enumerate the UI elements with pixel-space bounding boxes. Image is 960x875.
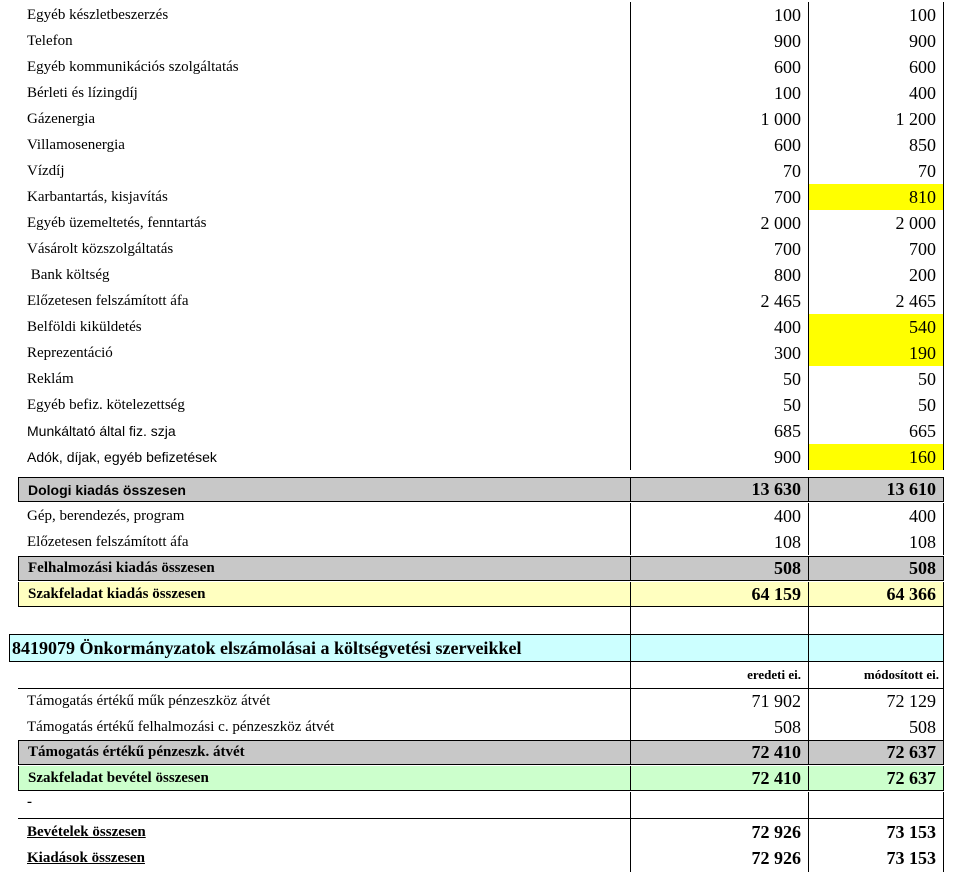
row-label: Egyéb befiz. kötelezettség — [27, 396, 185, 413]
table-row — [18, 106, 944, 132]
original-value: 71 902 — [630, 689, 808, 714]
original-value: 400 — [630, 503, 808, 529]
row-label: Előzetesen felszámított áfa — [27, 533, 189, 550]
blank-cell — [18, 607, 630, 634]
modified-value: 50 — [808, 366, 944, 392]
szakfeladat-kiadas-row — [18, 582, 944, 607]
dash-row — [18, 792, 944, 818]
kiadasok-total-row — [18, 845, 944, 872]
total-label-cell — [18, 845, 630, 872]
blank-cell — [808, 792, 944, 818]
total-modified: 73 153 — [808, 818, 944, 845]
dologi-total-row — [18, 477, 944, 502]
original-value: 685 — [630, 418, 808, 444]
original-value: 900 — [630, 28, 808, 54]
original-value: 300 — [630, 340, 808, 366]
row-label: Bank költség — [27, 266, 110, 283]
original-value: 1 000 — [630, 106, 808, 132]
original-value: 108 — [630, 529, 808, 555]
szakfeladat-bevetel-row — [18, 766, 944, 791]
total-modified: 72 637 — [808, 740, 944, 765]
row-label: Reprezentáció — [27, 344, 113, 361]
table-row — [18, 132, 944, 158]
modified-value-highlighted: 190 — [808, 340, 944, 366]
blank-cell — [630, 792, 808, 818]
total-original: 64 159 — [630, 582, 808, 607]
modified-value: 850 — [808, 132, 944, 158]
table-row — [18, 688, 944, 714]
table-row — [18, 503, 944, 529]
total-label: Dologi kiadás összesen — [18, 477, 630, 502]
table-row — [18, 262, 944, 288]
original-value: 100 — [630, 2, 808, 28]
row-label: Egyéb üzemeltetés, fenntartás — [27, 214, 207, 231]
original-value: 600 — [630, 132, 808, 158]
row-label: Telefon — [27, 32, 73, 49]
bevetelek-total-row — [18, 818, 944, 845]
table-row — [18, 158, 944, 184]
table-row — [18, 529, 944, 555]
modified-value: 700 — [808, 236, 944, 262]
row-label: Vízdíj — [27, 162, 65, 179]
modified-value-highlighted: 160 — [808, 444, 944, 470]
table-row — [18, 444, 944, 470]
table-row — [18, 210, 944, 236]
original-value: 900 — [630, 444, 808, 470]
original-value: 50 — [630, 366, 808, 392]
original-value: 50 — [630, 392, 808, 418]
column-header-row — [18, 662, 944, 688]
modified-value: 2 000 — [808, 210, 944, 236]
row-label: Támogatás értékű felhalmozási c. pénzeszköz átvét — [27, 718, 335, 735]
row-label: Karbantartás, kisjavítás — [27, 188, 168, 205]
modified-value: 508 — [808, 714, 944, 740]
column-header-modified: módosított ei. — [808, 662, 944, 688]
modified-value: 50 — [808, 392, 944, 418]
total-label: Szakfeladat kiadás összesen — [18, 582, 630, 607]
total-original: 72 926 — [630, 845, 808, 872]
row-label: Belföldi kiküldetés — [27, 318, 142, 335]
total-original: 72 410 — [630, 766, 808, 791]
table-row — [18, 340, 944, 366]
row-label: Bérleti és lízingdíj — [27, 84, 138, 101]
total-modified: 64 366 — [808, 582, 944, 607]
table-row — [18, 80, 944, 106]
modified-value: 665 — [808, 418, 944, 444]
original-value: 600 — [630, 54, 808, 80]
total-original: 72 926 — [630, 818, 808, 845]
modified-value: 108 — [808, 529, 944, 555]
total-label: Felhalmozási kiadás összesen — [18, 556, 630, 581]
total-original: 508 — [630, 556, 808, 581]
total-label: Bevételek összesen — [27, 823, 146, 840]
original-value: 700 — [630, 184, 808, 210]
row-label: Gázenergia — [27, 110, 96, 127]
row-label: Reklám — [27, 370, 74, 387]
total-original: 13 630 — [630, 477, 808, 502]
table-row — [18, 288, 944, 314]
total-modified: 13 610 — [808, 477, 944, 502]
felhalm-total-row — [18, 556, 944, 581]
tamogatas-total-row — [18, 740, 944, 765]
dash-mark: - — [27, 794, 32, 810]
table-row — [18, 392, 944, 418]
total-label: Támogatás értékű pénzeszk. átvét — [18, 740, 630, 765]
modified-value: 1 200 — [808, 106, 944, 132]
total-modified: 72 637 — [808, 766, 944, 791]
row-label: Egyéb készletbeszerzés — [27, 6, 169, 23]
row-label: Támogatás értékű műk pénzeszköz átvét — [27, 693, 271, 709]
total-label: Szakfeladat bevétel összesen — [18, 766, 630, 791]
original-value: 800 — [630, 262, 808, 288]
original-value: 700 — [630, 236, 808, 262]
modified-value-highlighted: 540 — [808, 314, 944, 340]
heading-cell — [630, 634, 808, 662]
modified-value: 200 — [808, 262, 944, 288]
row-label: Egyéb kommunikációs szolgáltatás — [27, 58, 239, 75]
original-value: 400 — [630, 314, 808, 340]
row-label: Villamosenergia — [27, 136, 125, 153]
table-row — [18, 2, 944, 28]
section-title: 8419079 Önkormányzatok elszámolásai a költségvetési szerveikkel — [9, 634, 630, 662]
table-row — [18, 418, 944, 444]
modified-value: 400 — [808, 503, 944, 529]
row-label: Előzetesen felszámított áfa — [27, 292, 189, 309]
row-label: Adók, díjak, egyéb befizetések — [27, 449, 217, 465]
table-row — [18, 714, 944, 740]
table-row — [18, 28, 944, 54]
blank-row — [18, 607, 944, 634]
blank-cell — [18, 662, 630, 688]
total-label: Kiadások összesen — [27, 850, 145, 866]
total-original: 72 410 — [630, 740, 808, 765]
modified-value: 2 465 — [808, 288, 944, 314]
modified-value-highlighted: 810 — [808, 184, 944, 210]
modified-value: 900 — [808, 28, 944, 54]
column-header-original: eredeti ei. — [630, 662, 808, 688]
table-row — [18, 366, 944, 392]
row-label: Gép, berendezés, program — [27, 507, 185, 524]
blank-cell — [630, 607, 808, 634]
original-value: 70 — [630, 158, 808, 184]
blank-cell — [808, 607, 944, 634]
row-label: Vásárolt közszolgáltatás — [27, 240, 174, 257]
row-label: Munkáltató által fiz. szja — [27, 423, 176, 439]
table-row — [18, 236, 944, 262]
original-value: 2 465 — [630, 288, 808, 314]
table-row — [18, 54, 944, 80]
original-value: 100 — [630, 80, 808, 106]
modified-value: 600 — [808, 54, 944, 80]
total-modified: 508 — [808, 556, 944, 581]
section-heading-row — [9, 634, 944, 662]
table-row — [18, 184, 944, 210]
table-row — [18, 314, 944, 340]
modified-value: 70 — [808, 158, 944, 184]
modified-value: 100 — [808, 2, 944, 28]
original-value: 2 000 — [630, 210, 808, 236]
modified-value: 72 129 — [808, 689, 944, 714]
original-value: 508 — [630, 714, 808, 740]
total-modified: 73 153 — [808, 845, 944, 872]
modified-value: 400 — [808, 80, 944, 106]
total-label-cell — [18, 818, 630, 845]
heading-cell — [808, 634, 944, 662]
